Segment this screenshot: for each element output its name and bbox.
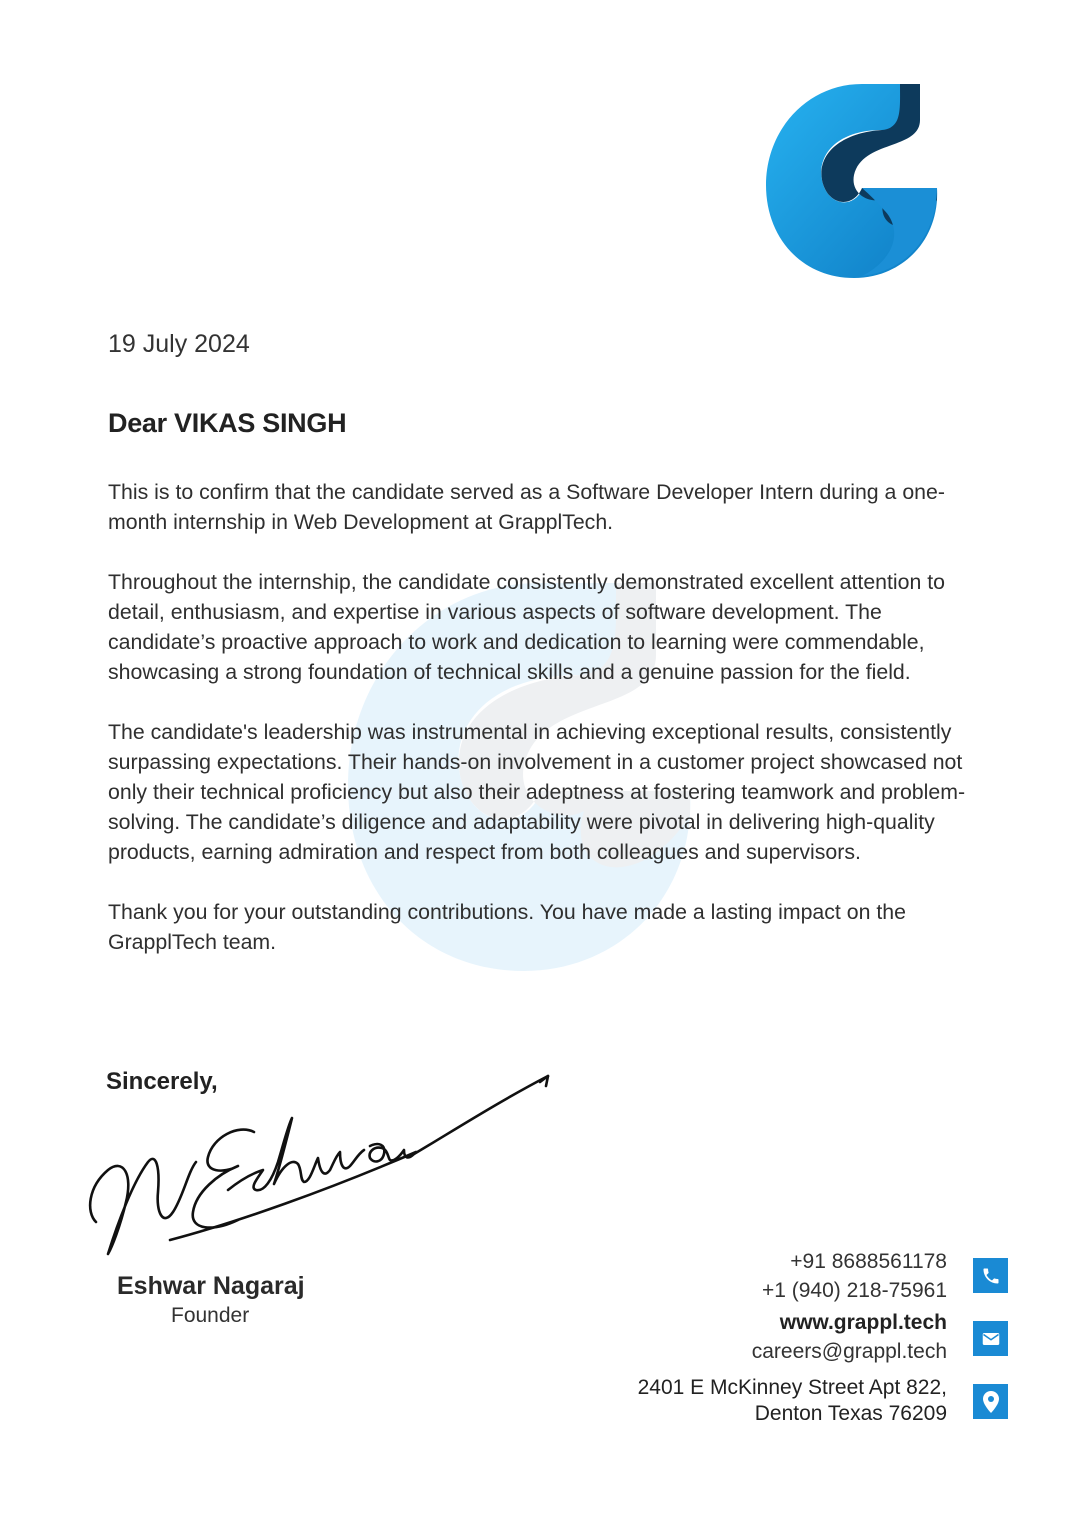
letter-body xyxy=(108,477,988,987)
body-paragraph-1: This is to confirm that the candidate served as a Software Developer Intern during a one-month internship in Web Development at GrapplTech. xyxy=(108,480,945,534)
body-paragraph-3: The candidate's leadership was instrumental in achieving exceptional results, consistently surpassing expectations. Their hands-on involvement in a customer project showcased not only their technical proficiency but also their adeptness at fostering teamwork and problem-solving. The candidate’s diligence and adaptability were pivotal in delivering high-quality products, earning admiration and respect from both colleagues and supervisors. xyxy=(108,720,966,864)
letter-date: 19 July 2024 xyxy=(108,330,250,358)
location-pin-icon xyxy=(973,1384,1008,1419)
body-paragraph-4: Thank you for your outstanding contributions. You have made a lasting impact on the GrapplTech team. xyxy=(108,900,906,954)
letter-closing: Sincerely, xyxy=(106,1068,218,1095)
body-paragraph-2: Throughout the internship, the candidate consistently demonstrated excellent attention to detail, enthusiasm, and expertise in various aspects of software development. The candidate’s proactive approach to work and dedication to learning were commendable, showcasing a strong foundation of technical skills and a genuine passion for the field. xyxy=(108,570,946,684)
contact-address xyxy=(638,1375,947,1427)
contact-phones xyxy=(762,1247,947,1305)
website-link[interactable]: www.grappl.tech xyxy=(779,1311,947,1334)
email-link[interactable]: careers@grappl.tech xyxy=(751,1340,947,1363)
contact-web xyxy=(752,1308,947,1366)
handwritten-signature xyxy=(78,1062,558,1262)
phone-us[interactable]: +1 (940) 218-75961 xyxy=(761,1279,947,1302)
address-line-1: 2401 E McKinney Street Apt 822, xyxy=(637,1376,947,1399)
phone-india[interactable]: +91 8688561178 xyxy=(790,1250,947,1273)
signer-title: Founder xyxy=(171,1304,250,1327)
mail-icon xyxy=(973,1321,1008,1356)
letter-greeting: Dear VIKAS SINGH xyxy=(108,408,347,438)
address-line-2: Denton Texas 76209 xyxy=(754,1402,947,1425)
grappltech-logo-icon xyxy=(762,80,942,280)
signer-name: Eshwar Nagaraj xyxy=(117,1272,305,1300)
phone-icon xyxy=(973,1258,1008,1293)
